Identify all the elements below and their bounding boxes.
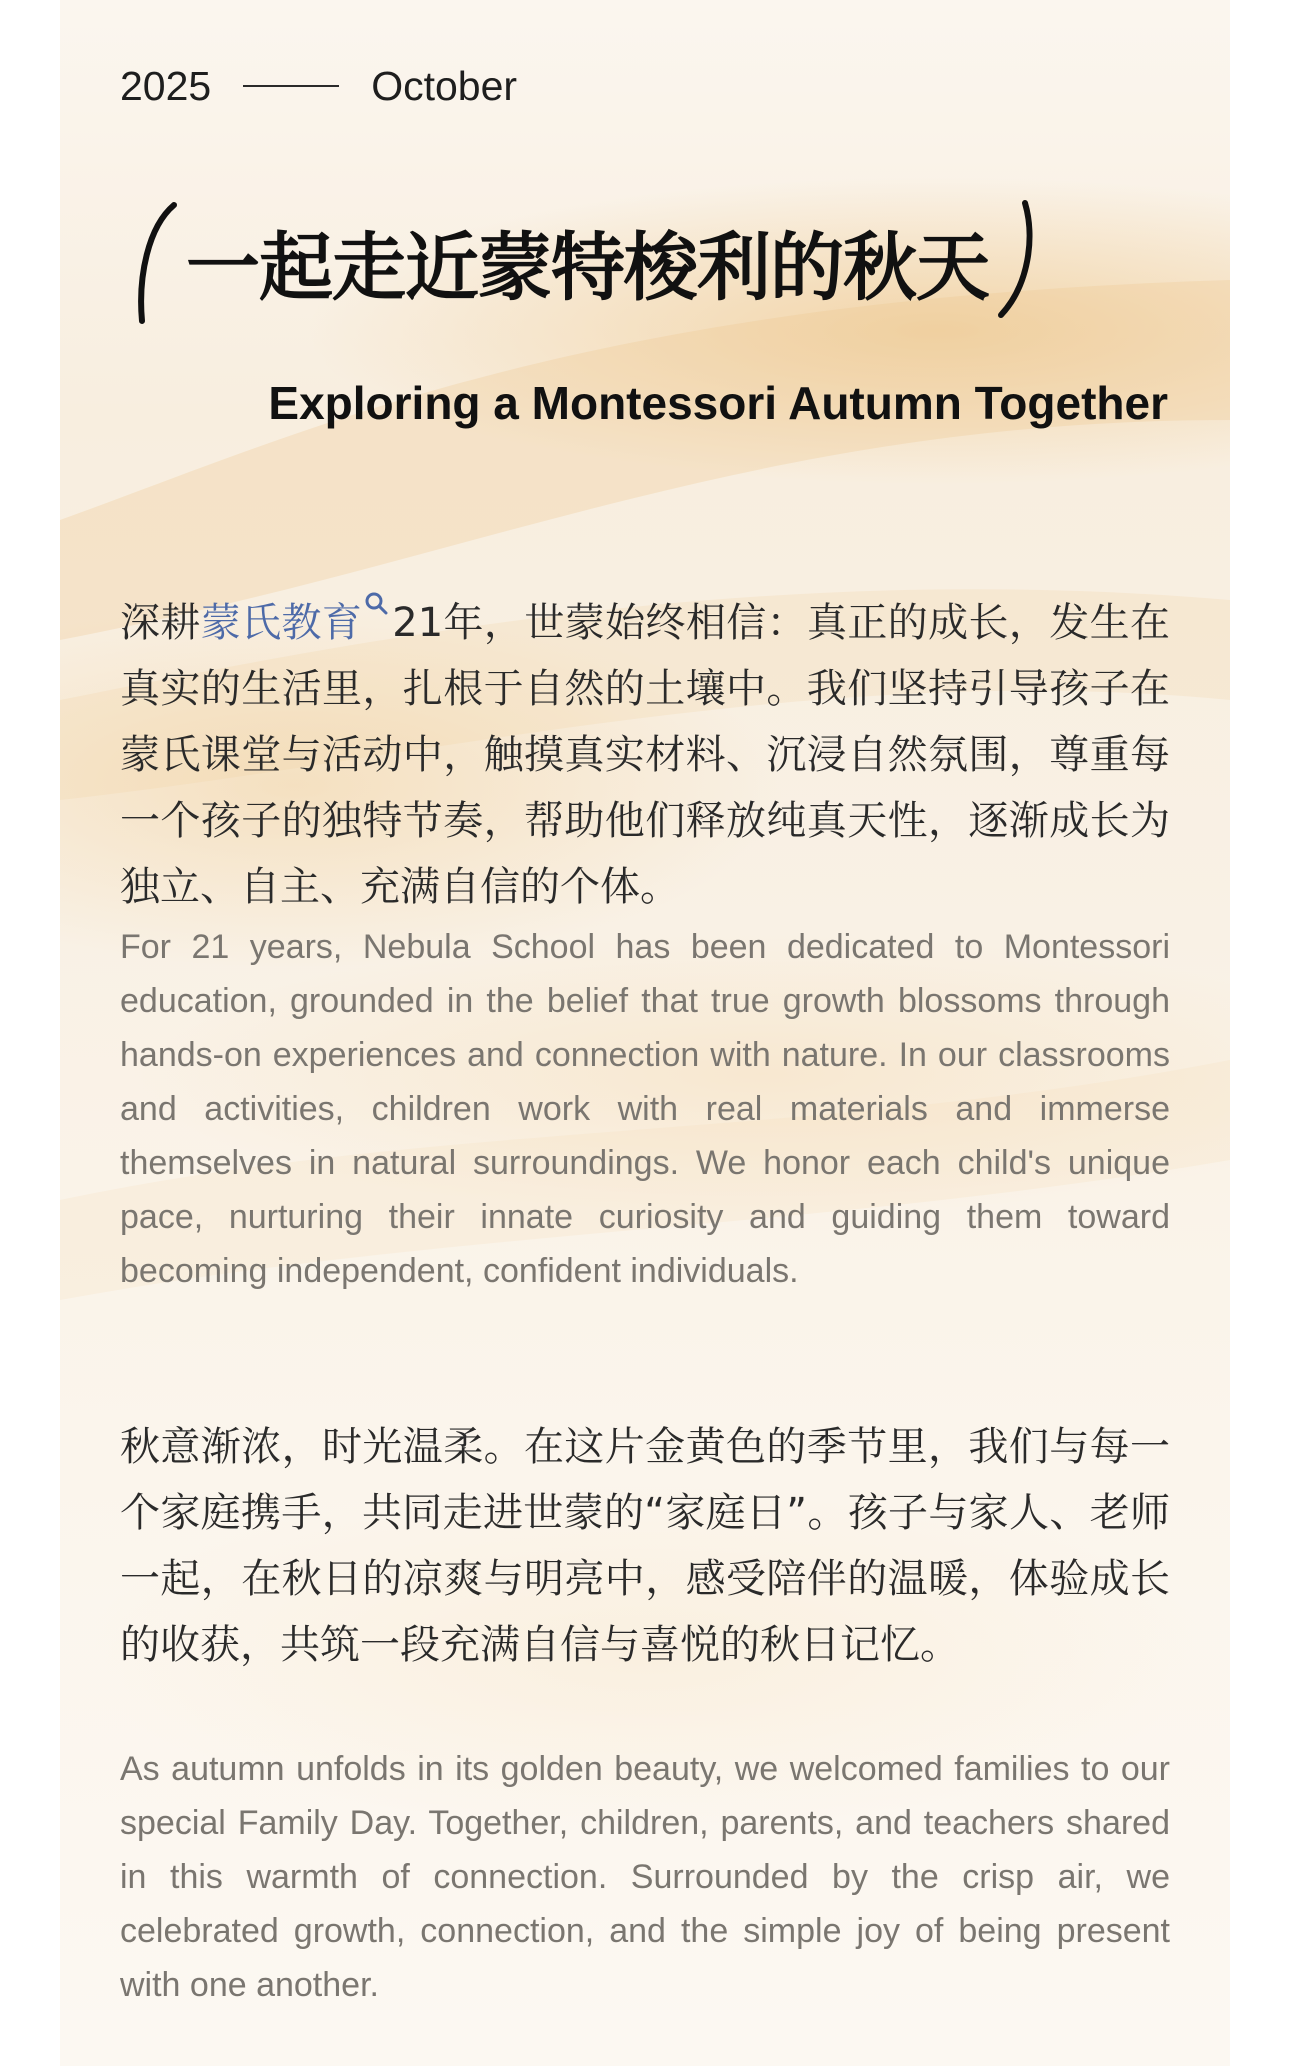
- date-header: [120, 58, 517, 114]
- family-day-chinese-paragraph: 秋意渐浓，时光温柔。在这片金黄色的季节里，我们与每一个家庭携手，共同走进世蒙的“家庭日”。孩子与家人、老师一起，在秋日的凉爽与明亮中，感受陪伴的温暖，体验成长的收获，共筑一段充满自信与喜悦的秋日记忆。: [120, 1424, 1170, 1668]
- year-label: 2025: [120, 62, 212, 109]
- montessori-education-link[interactable]: 蒙氏教育: [200, 600, 363, 646]
- intro-rest: 21年，世蒙始终相信：真正的成长，发生在真实的生活里，扎根于自然的土壤中。我们坚持引导孩子在蒙氏课堂与活动中，触摸真实材料、沉浸自然氛围，尊重每一个孩子的独特节奏，帮助他们释放纯真天性，逐渐成长为独立、自主、充满自信的个体。: [120, 600, 1170, 910]
- family-day-english-paragraph: As autumn unfolds in its golden beauty, we welcomed families to our special Family Day. Together, children, parents, and teachers shared in this warmth of connection. Surrounded by the crisp air, we celebrated growth, connection, and the simple joy of being present with one another.: [120, 1750, 1170, 2004]
- article-card: [60, 0, 1230, 2066]
- date-divider: [243, 85, 339, 87]
- english-title: Exploring a Montessori Autumn Together: [268, 377, 1168, 429]
- search-icon[interactable]: [362, 590, 390, 630]
- chinese-title-text: 一起走近蒙特梭利的秋天: [186, 225, 989, 311]
- intro-chinese-paragraph: [120, 590, 1170, 920]
- chinese-title: [130, 192, 1045, 332]
- left-bracket-icon: [130, 197, 180, 327]
- right-bracket-icon: [995, 197, 1045, 327]
- month-label: October: [371, 62, 518, 109]
- intro-english-paragraph: For 21 years, Nebula School has been dedicated to Montessori education, grounded in the belief that true growth blossoms through hands-on experiences and connection with nature. In our classrooms and activities, children work with real materials and immerse themselves in natural surroundings. We honor each child's unique pace, nurturing their innate curiosity and guiding them toward becoming independent, confident individuals.: [120, 928, 1170, 1290]
- intro-prefix: 深耕: [120, 600, 201, 646]
